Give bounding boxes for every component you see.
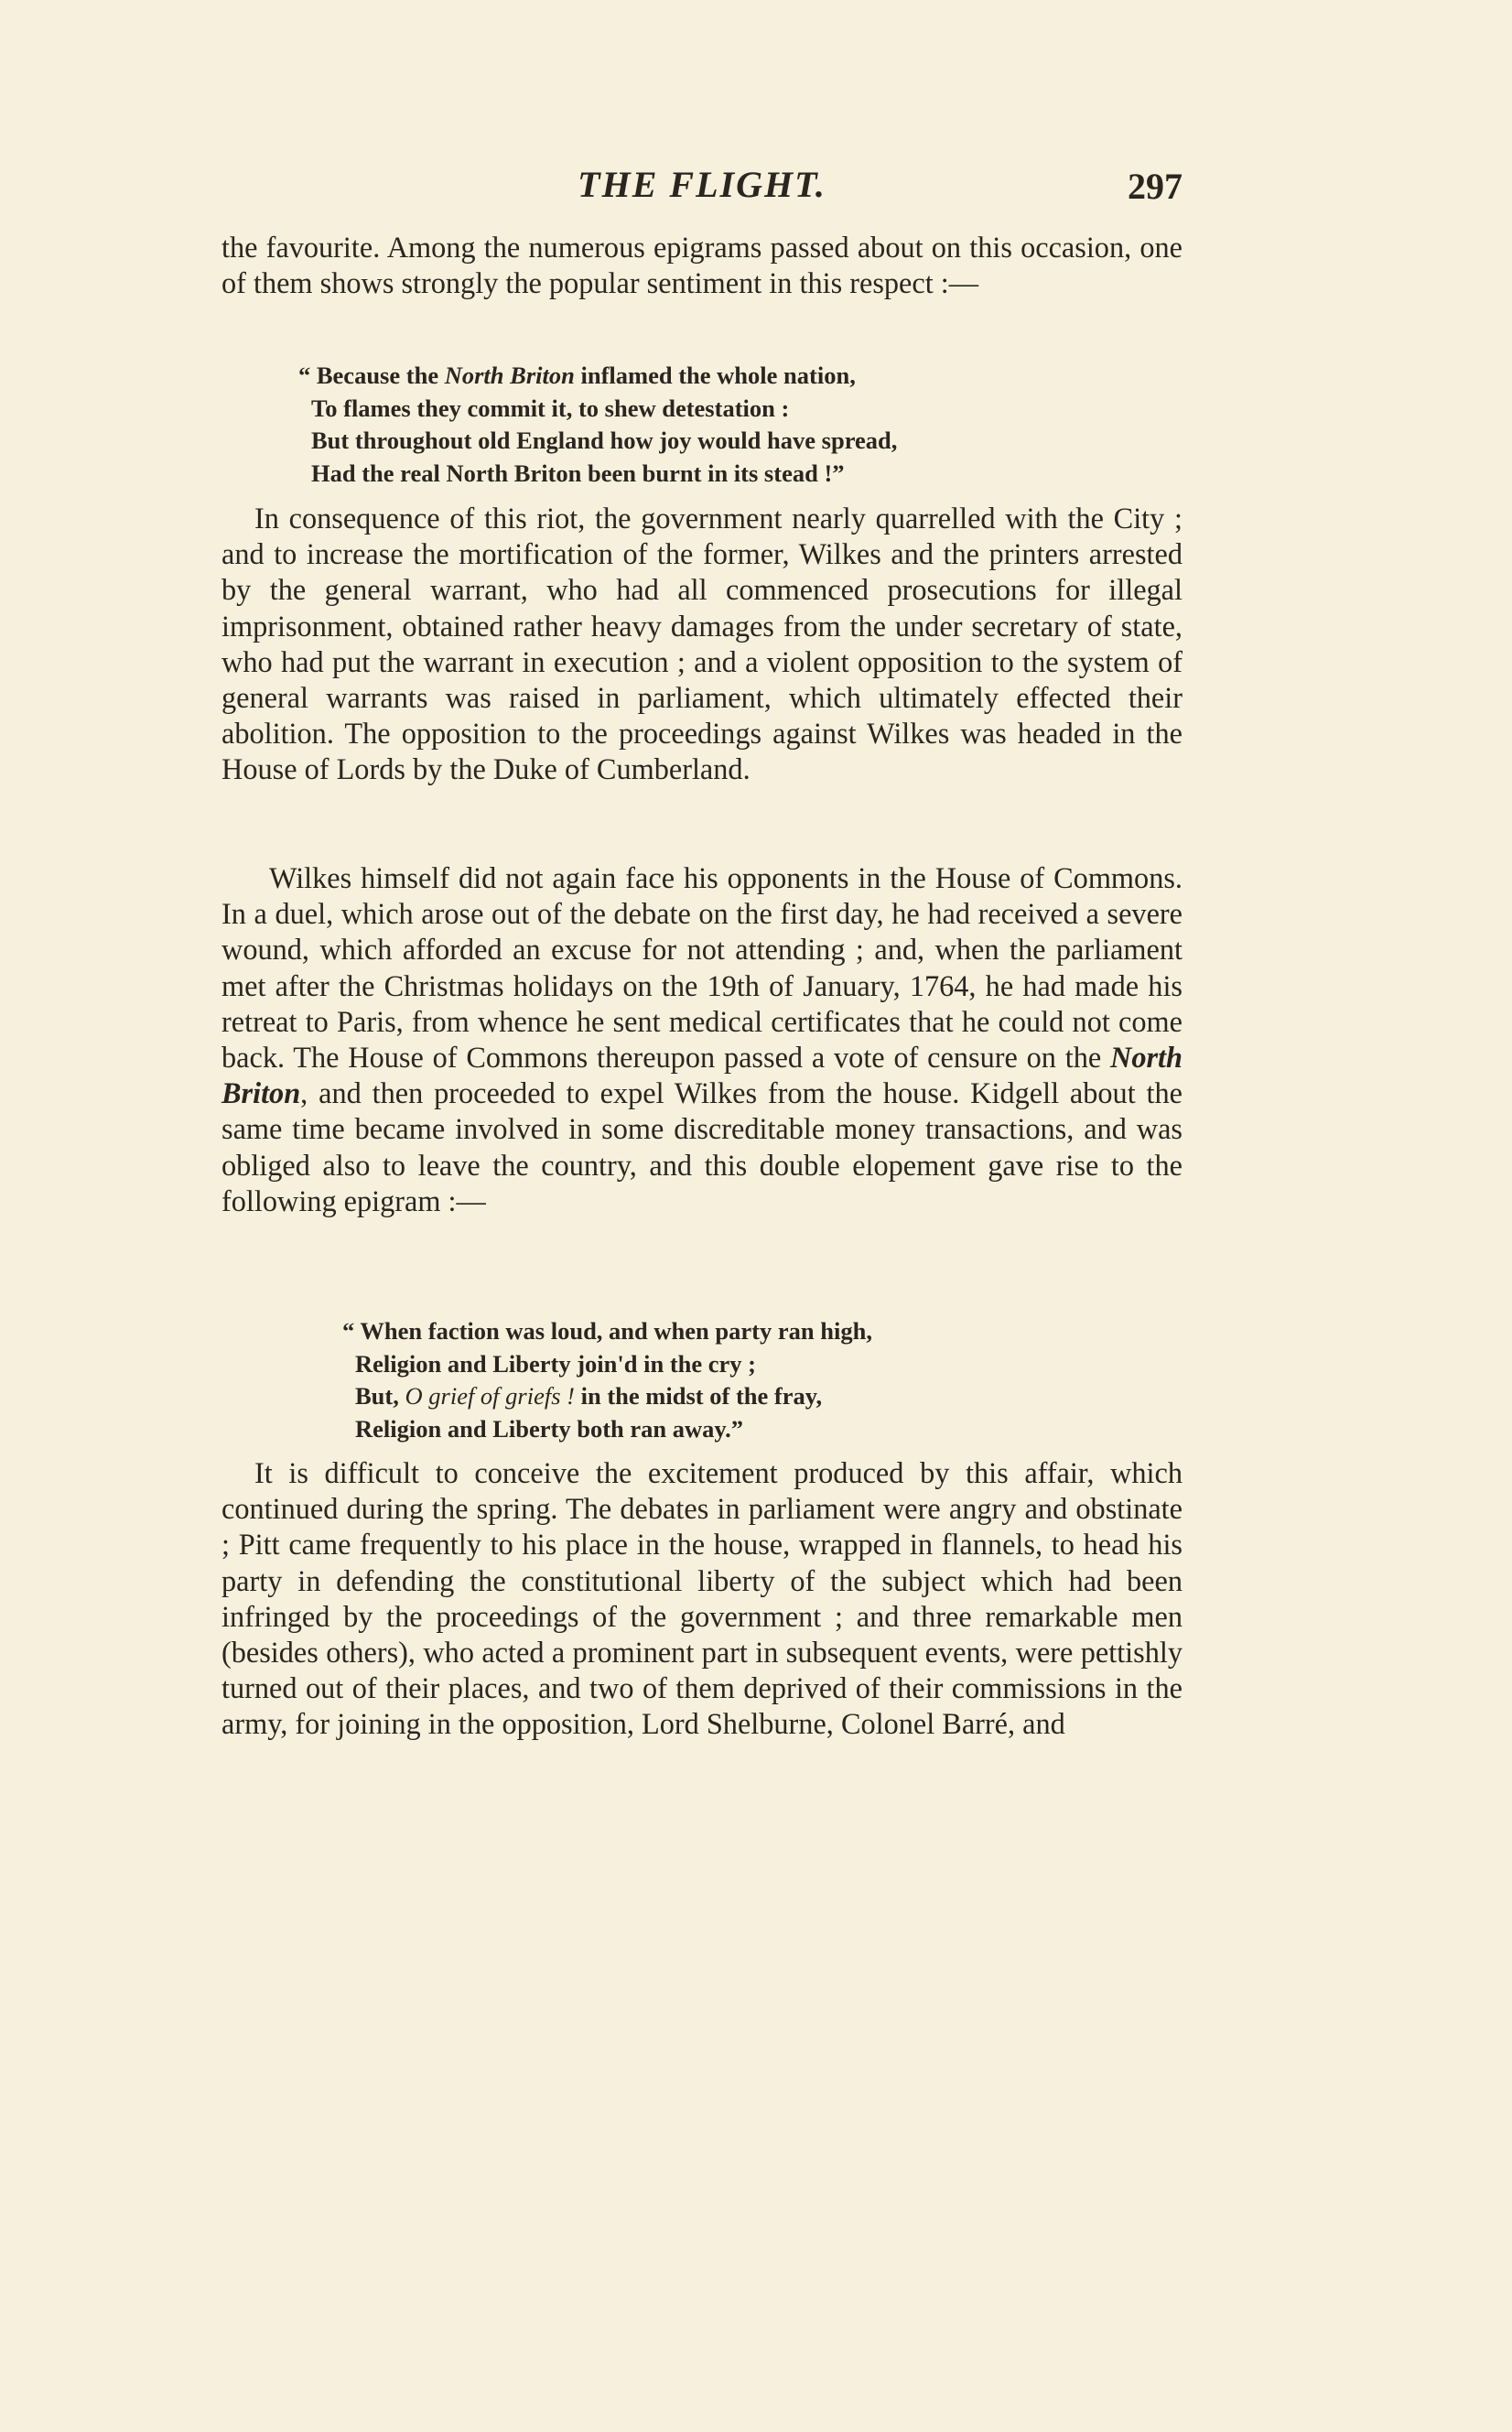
epigram-1-line-1 [298, 360, 897, 393]
epigram-2 [342, 1315, 872, 1445]
paragraph-3 [221, 860, 1183, 1219]
epigram-1-line-1-pre: “ Because the [298, 362, 445, 389]
epigram-2-line-2: Religion and Liberty join'd in the cry ; [355, 1349, 757, 1378]
paragraph-3-text-after: , and then proceeded to expel Wilkes from the house. Kidgell about the same time became involved in some discreditable money transactions, and was obliged also to leave the country, and this double elopement gave rise to the following epigram :— [221, 1076, 1183, 1217]
paragraph-4: It is difficult to conceive the excitement produced by this affair, which continued during the spring. The debates in parliament were angry and obstinate ; Pitt came frequently to his place in the house, wrapped in flannels, to head his party in defending the constitutional liberty of the subject which had been infringed by the proceedings of the government ; and three remarkable men (besides others), who acted a prominent part in subsequent events, were pettishly turned out of their places, and two of them deprived of their commissions in the army, for joining in the opposition, Lord Shelburne, Colonel Barré, and [221, 1456, 1183, 1741]
epigram-2-line-3-pre: But, [355, 1382, 405, 1410]
epigram-1-line-4: Had the real North Briton been burnt in its stead !” [311, 459, 845, 487]
epigram-1 [298, 360, 898, 490]
epigram-2-line-3 [355, 1380, 872, 1413]
paragraph-3-title: North Briton [221, 1041, 1183, 1110]
epigram-2-line-4: Religion and Liberty both ran away.” [355, 1414, 744, 1443]
running-title: THE FLIGHT. [578, 164, 826, 205]
paragraph-1: the favourite. Among the numerous epigrams passed about on this occasion, one of them shows strongly the popular sentiment in this respect :— [221, 231, 1183, 300]
epigram-1-line-2: To flames they commit it, to shew detestation : [311, 394, 790, 422]
epigram-1-line-1-post: inflamed the whole nation, [574, 362, 856, 389]
paragraph-2: In consequence of this riot, the government nearly quarrelled with the City ; and to increase the mortification of the former, Wilkes and the printers arrested by the general warrant, who had all commenced prosecutions for illegal imprisonment, obtained rather heavy damages from the under secretary of state, who had put the warrant in execution ; and a violent opposition to the system of general warrants was raised in parliament, which ultimately effected their abolition. The opposition to the proceedings against Wilkes was headed in the House of Lords by the Duke of Cumberland. [221, 502, 1183, 786]
epigram-2-line-3-post: in the midst of the fray, [575, 1382, 823, 1410]
paragraph-3-text-before: Wilkes himself did not again face his opponents in the House of Commons. In a duel, which arose out of the debate on the first day, he had received a severe wound, which afforded an excuse for not attending ; and, when the parliament met after the Christmas holidays on the 19th of January, 1764, he had made his retreat to Paris, from whence he sent medical certificates that he could not come back. The House of Commons thereupon passed a vote of censure on the [221, 861, 1183, 1075]
epigram-1-line-3: But throughout old England how joy would have spread, [311, 427, 898, 454]
running-head [221, 163, 1183, 218]
epigram-2-line-1: “ When faction was loud, and when party ran high, [342, 1317, 872, 1345]
epigram-1-line-1-title: North Briton [444, 362, 575, 389]
page-number: 297 [1128, 166, 1183, 207]
epigram-2-line-3-italic: O grief of griefs ! [405, 1382, 575, 1410]
